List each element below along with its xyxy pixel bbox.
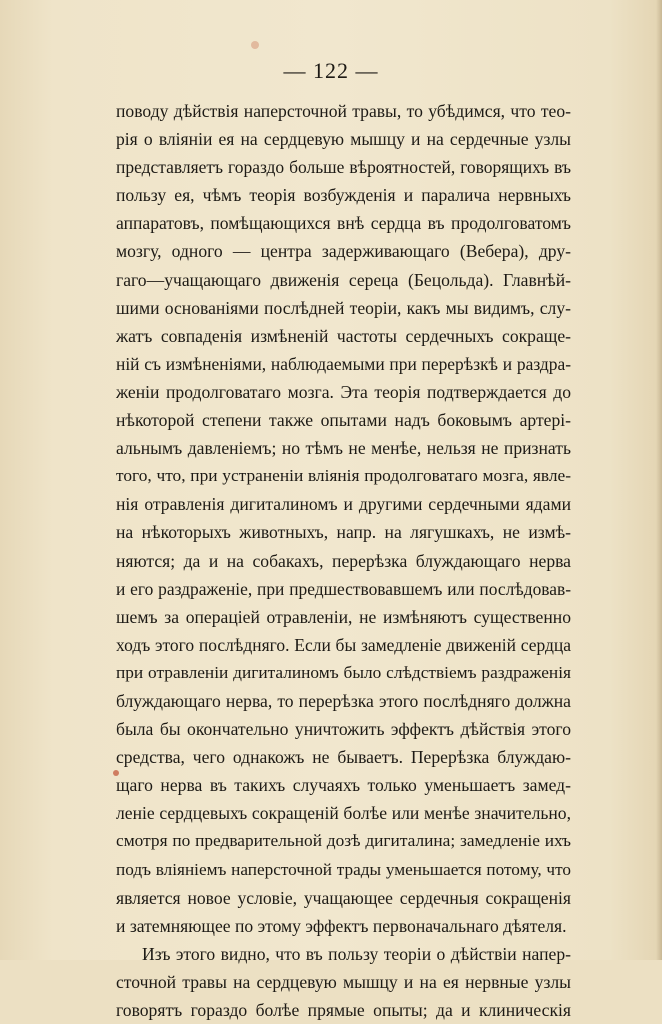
text-line: щаго нерва въ такихъ случаяхъ только уменьшаетъ замед- <box>116 775 571 796</box>
text-line: женіи продолговатаго мозга. Эта теорія подтверждается до <box>116 381 571 402</box>
text-line: того, что, при устраненіи вліянія продолговатаго мозга, явле- <box>116 466 571 486</box>
text-line: рія о вліяніи ея на сердцевую мышцу и на сердечные узлы <box>116 129 571 150</box>
text-line: является новое условіе, учащающее сердечныя сокращенія <box>116 887 571 908</box>
text-line: аппаратовъ, помѣщающихся внѣ сердца въ продолговатомъ <box>116 213 571 234</box>
text-line: ній съ измѣненіями, наблюдаемыми при перерѣзкѣ и раздра- <box>116 353 571 374</box>
text-line: нѣкоторой степени также опытами надъ боковымъ артерi- <box>116 410 571 431</box>
text-line: блуждающаго нерва, то перерѣзка этого послѣдняго должна <box>116 690 571 711</box>
text-line: шими основаніями послѣдней теоріи, какъ мы видимъ, слу- <box>116 297 571 318</box>
text-line: ходъ этого послѣдняго. Если бы замедленіе движеній сердца <box>116 634 571 655</box>
body-text <box>116 97 571 1024</box>
page-number: — 122 — <box>283 58 379 83</box>
paper-stain <box>251 41 259 49</box>
paragraph-first-line: Изъ этого видно, что въ пользу теоріи о дѣйствіи напер- <box>142 943 571 964</box>
text-line: смотря по предварительной дозѣ дигиталина; замедленіе ихъ <box>116 831 571 851</box>
text-line: подъ вліяніемъ наперсточной трады уменьшается потому, что <box>116 859 571 879</box>
text-line: няются; да и на собакахъ, перерѣзка блуждающаго нерва <box>116 550 571 571</box>
page-edge-shadow <box>656 0 662 960</box>
text-line: говорятъ гораздо болѣе прямые опыты; да и клиническія <box>116 1000 571 1020</box>
text-line: и затемняющее по этому эффектъ первоначальнаго дѣятеля. <box>116 915 567 936</box>
text-line: шемъ за операціей отравленіи, не измѣняютъ существенно <box>116 606 571 627</box>
text-line: мозгу, одного — центра задерживающаго (Вебера), дру- <box>116 241 571 262</box>
text-line: сточной травы на сердцевую мышцу и на ея нервные узлы <box>116 971 571 992</box>
text-line: при отравленіи дигиталиномъ было слѣдствіемъ раздраженія <box>116 662 571 682</box>
text-line: была бы окончательно уничтожить эффектъ дѣйствія этого <box>116 719 571 740</box>
text-line: альнымъ давленіемъ; но тѣмъ не менѣе, нельзя не признать <box>116 438 571 459</box>
text-line: пользу ея, чѣмъ теорія возбужденія и паралича нервныхъ <box>116 185 571 206</box>
text-line: жатъ совпаденія измѣненій частоты сердечныхъ сокраще- <box>116 325 571 346</box>
text-line: средства, чего однакожъ не бываетъ. Перерѣзка блуждаю- <box>116 747 571 768</box>
text-line: на нѣкоторыхъ животныхъ, напр. на лягушкахъ, не измѣ- <box>116 522 571 543</box>
text-line: нія отравленія дигиталиномъ и другими сердечными ядами <box>116 494 571 515</box>
text-line: представляетъ гораздо больше вѣроятностей, говорящихъ въ <box>116 157 571 178</box>
text-line: и его раздраженіе, при предшествовавшемъ или послѣдовав- <box>116 578 571 599</box>
text-line: поводу дѣйствія наперсточной травы, то убѣдимся, что тео- <box>116 101 571 121</box>
text-line: леніе сердцевыхъ сокращеній болѣе или менѣе значительно, <box>116 803 571 824</box>
text-line: гаго—учащающаго движенія серeца (Бецольда). Главнѣй- <box>116 269 571 290</box>
